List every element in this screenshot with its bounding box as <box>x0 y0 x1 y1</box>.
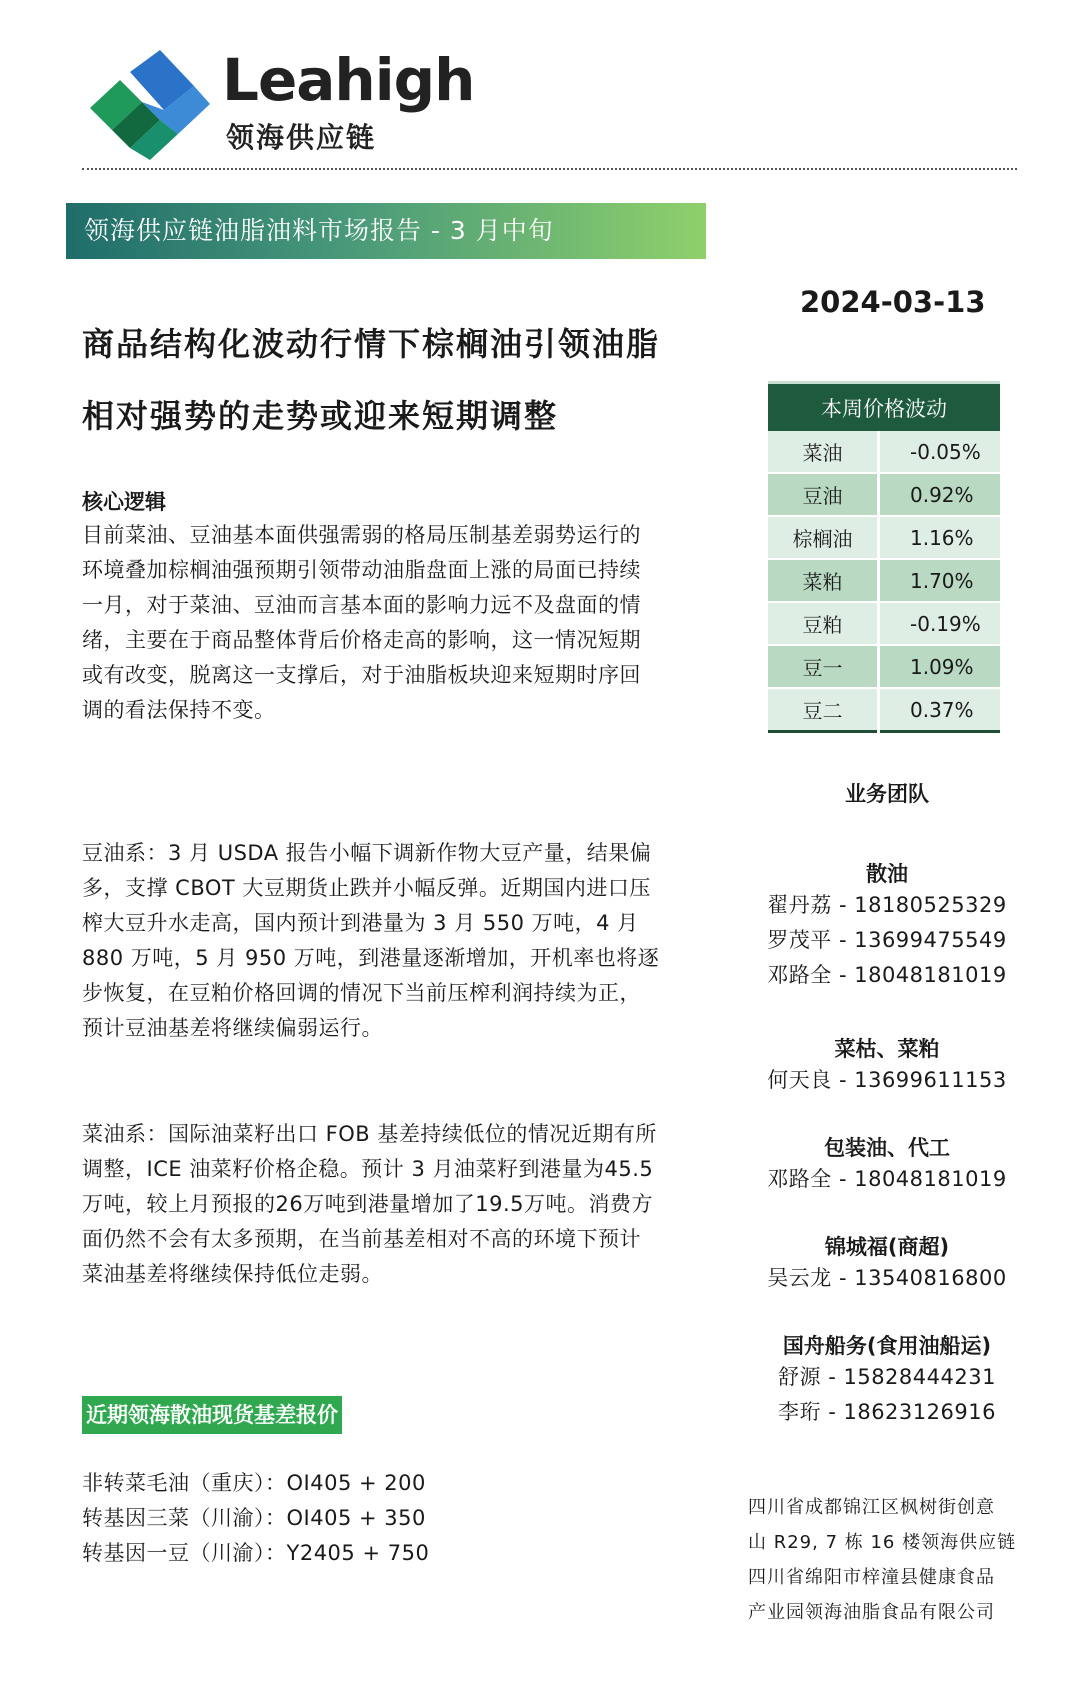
team-member: 邓路全 - 18048181019 <box>767 963 1007 987</box>
rapeseed-oil-paragraph: 菜油系：国际油菜籽出口 FOB 基差持续低位的情况近期有所调整，ICE 油菜籽价格企稳。预计 3 月油菜籽到港量为45.5万吨，较上月预报的26万吨到港量增加了19.5万吨。消费方面仍然不会有太多预期，在当前基差相对不高的环境下预计菜油基差将继续保持低位走弱。 <box>82 1122 657 1286</box>
table-row <box>768 431 1000 473</box>
price-change: -0.05% <box>879 431 1001 473</box>
table-row <box>768 688 1000 732</box>
team-group-packaged-oil <box>746 1132 1028 1197</box>
commodity-name: 豆二 <box>768 688 879 732</box>
team-member: 吴云龙 - 13540816800 <box>767 1266 1007 1290</box>
commodity-name: 棕榈油 <box>768 516 879 559</box>
price-change: -0.19% <box>879 602 1001 645</box>
soybean-oil-paragraph: 豆油系：3 月 USDA 报告小幅下调新作物大豆产量，结果偏多，支撑 CBOT 大豆期货止跌并小幅反弹。近期国内进口压榨大豆升水走高，国内预计到港量为 3 月 550 万吨，4 月 880 万吨，5 月 950 万吨，到港量逐渐增加，开机率也将逐步恢复，在豆粕价格回调的情况下当前压榨利润持续为正，预计豆油基差将继续偏弱运行。 <box>82 841 660 1040</box>
basis-quote-list <box>82 1466 429 1571</box>
commodity-name: 豆粕 <box>768 602 879 645</box>
team-group-title: 散油 <box>866 862 908 886</box>
team-member: 李珩 - 18623126916 <box>778 1400 996 1424</box>
list-item: 非转菜毛油（重庆）：OI405 + 200 <box>82 1471 426 1495</box>
team-group-shipping <box>746 1330 1028 1430</box>
team-group-title: 国舟船务(食用油船运) <box>782 1334 992 1358</box>
team-member: 何天良 - 13699611153 <box>767 1068 1007 1092</box>
core-logic-text: 目前菜油、豆油基本面供强需弱的格局压制基差弱势运行的环境叠加棕榈油强预期引领带动油脂盘面上涨的局面已持续一月，对于菜油、豆油而言基本面的影响力远不及盘面的情绪，主要在于商品整体背后价格走高的影响，这一情况短期或有改变，脱离这一支撑后，对于油脂板块迎来短期时序回调的看法保持不变。 <box>82 523 641 722</box>
table-row <box>768 645 1000 688</box>
price-change: 0.37% <box>879 688 1001 732</box>
team-member: 罗茂平 - 13699475549 <box>767 928 1007 952</box>
price-change: 1.70% <box>879 559 1001 602</box>
list-item: 转基因一豆（川渝）：Y2405 + 750 <box>82 1541 430 1565</box>
team-title: 业务团队 <box>845 782 929 806</box>
address-line: 四川省成都锦江区枫树街创意 <box>748 1497 995 1518</box>
team-group-retail <box>746 1231 1028 1296</box>
headline: 商品结构化波动行情下棕榈油引领油脂相对强势的走势或迎来短期调整 <box>82 325 661 435</box>
table-row <box>768 473 1000 516</box>
basis-quote-title: 近期领海散油现货基差报价 <box>82 1396 342 1434</box>
report-date: 2024-03-13 <box>800 285 986 319</box>
team-group-title: 锦城福(商超) <box>824 1235 950 1259</box>
brand-name: Leahigh <box>222 46 475 114</box>
report-banner: 领海供应链油脂油料市场报告 - 3 月中旬 <box>66 203 706 259</box>
table-row <box>768 516 1000 559</box>
company-address <box>748 1490 1028 1630</box>
team-group-rapeseed-meal <box>746 1033 1028 1098</box>
team-member: 邓路全 - 18048181019 <box>767 1167 1007 1191</box>
weekly-price-table <box>768 381 1000 733</box>
brand-subtitle: 领海供应链 <box>226 121 377 154</box>
commodity-name: 豆一 <box>768 645 879 688</box>
table-row <box>768 559 1000 602</box>
address-line: 产业园领海油脂食品有限公司 <box>748 1602 995 1623</box>
price-change: 1.16% <box>879 516 1001 559</box>
team-group-title: 包装油、代工 <box>824 1136 950 1160</box>
header-divider <box>82 168 1017 170</box>
core-logic-title: 核心逻辑 <box>82 490 166 514</box>
commodity-name: 豆油 <box>768 473 879 516</box>
team-member: 舒源 - 15828444231 <box>778 1365 996 1389</box>
table-row <box>768 602 1000 645</box>
commodity-name: 菜粕 <box>768 559 879 602</box>
business-team <box>746 778 1028 1430</box>
price-change: 1.09% <box>879 645 1001 688</box>
price-table-header: 本周价格波动 <box>768 383 1000 432</box>
address-line: 山 R29, 7 栋 16 楼领海供应链 <box>748 1532 1017 1553</box>
list-item: 转基因三菜（川渝）：OI405 + 350 <box>82 1506 426 1530</box>
leahigh-logo-icon <box>90 50 210 160</box>
price-change: 0.92% <box>879 473 1001 516</box>
team-member: 翟丹荔 - 18180525329 <box>767 893 1007 917</box>
commodity-name: 菜油 <box>768 431 879 473</box>
address-line: 四川省绵阳市梓潼县健康食品 <box>748 1567 995 1588</box>
team-group-title: 菜枯、菜粕 <box>834 1037 940 1061</box>
team-group-bulk-oil <box>746 858 1028 993</box>
